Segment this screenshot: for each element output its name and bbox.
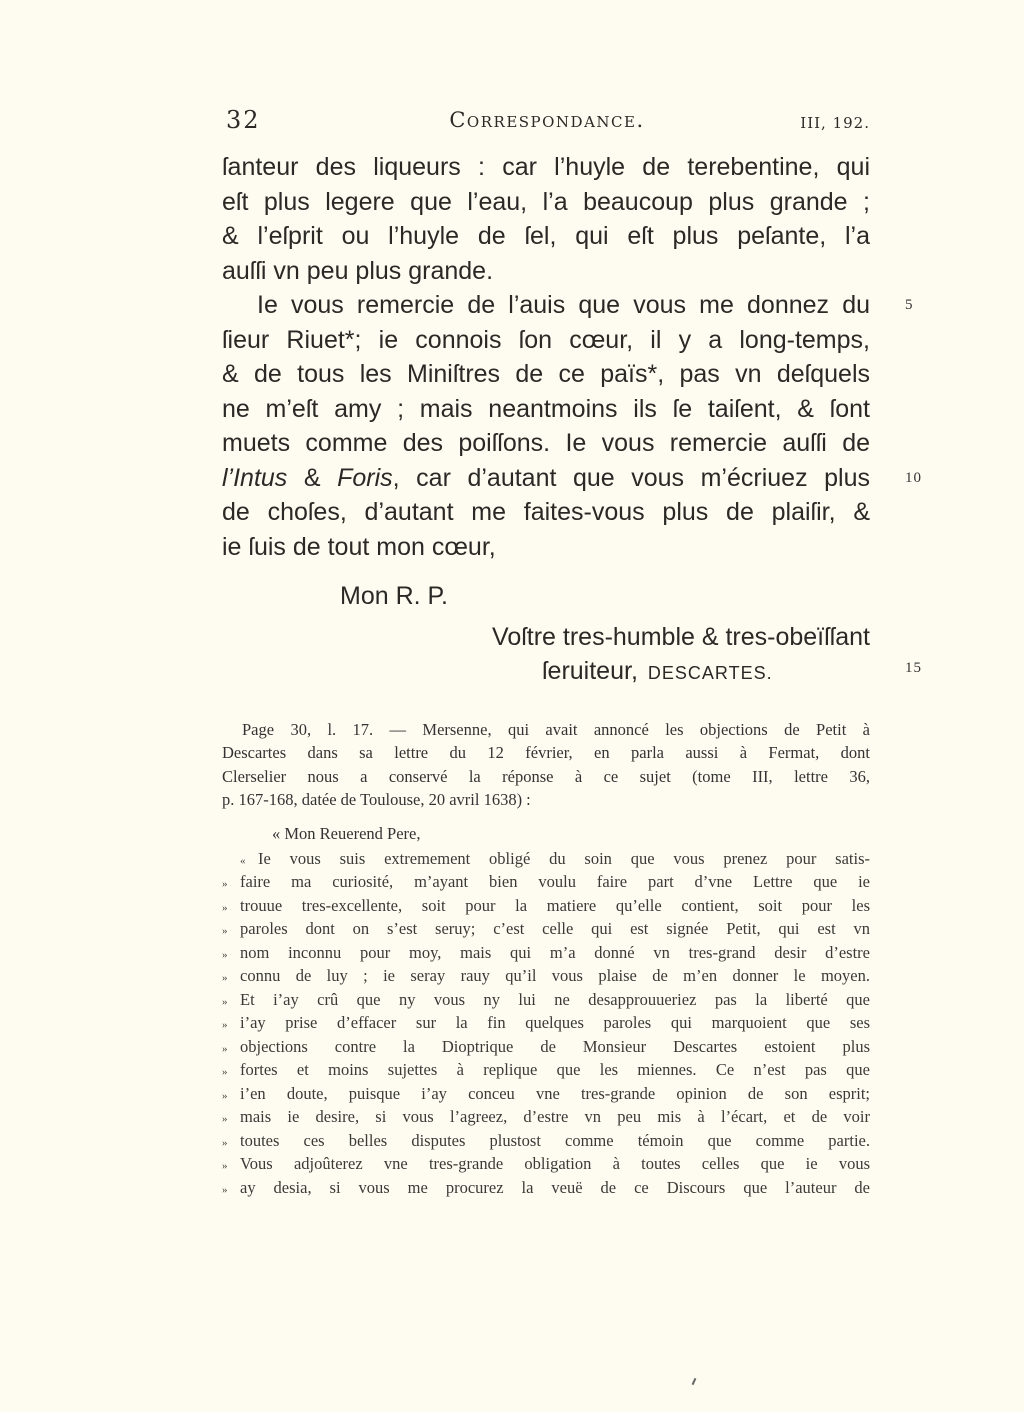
quote-mark: » xyxy=(222,948,228,961)
body-line: ſieur Riuet*; ie connois ſon cœur, il y a long-temps, xyxy=(222,325,870,354)
quote-opening: « Mon Reuerend Pere, xyxy=(272,823,421,843)
quote-text: toutes ces belles disputes plustost comme témoin que comme partie. xyxy=(240,1130,870,1150)
note-line: Descartes dans sa lettre du 12 février, en parla aussi à Fermat, dont xyxy=(222,743,870,763)
signature-servant: ſeruiteur, xyxy=(542,657,638,685)
quote-mark: » xyxy=(222,901,228,914)
quote-mark: » xyxy=(222,995,228,1008)
quote-mark: » xyxy=(222,1113,228,1126)
quote-mark: » xyxy=(222,1160,228,1173)
body-line: ne m’eſt amy ; mais neantmoins ils ſe taiſent, & ſont xyxy=(222,394,870,423)
quote-text: mais ie desire, si vous l’agreez, d’estre vn peu mis à l’écart, et de voir xyxy=(240,1107,870,1127)
quote-text: objections contre la Dioptrique de Monsieur Descartes estoient plus xyxy=(240,1036,870,1056)
running-head xyxy=(222,106,872,140)
paper-speck xyxy=(692,1378,697,1385)
body-line: Ie vous remercie de l’auis que vous me donnez du xyxy=(257,291,870,319)
quote-mark: » xyxy=(222,1089,228,1102)
running-title: Correspondance. xyxy=(449,108,645,132)
letter-reference: III, 192. xyxy=(800,114,870,132)
quote-mark: » xyxy=(222,925,228,938)
quote-text: Vous adjoûterez vne tres-grande obligation à toutes celles que ie vous xyxy=(240,1154,870,1174)
quote-mark: « xyxy=(240,854,246,867)
signature-name: DESCARTES. xyxy=(647,663,773,683)
quote-line xyxy=(222,1176,870,1200)
body-line: auſſi vn peu plus grande. xyxy=(222,256,494,285)
quote-mark: » xyxy=(222,1136,228,1149)
body-line: & de tous les Miniſtres de ce païs*, pas vn deſquels xyxy=(222,360,870,388)
quote-text: i’ay prise d’effacer sur la fin quelques paroles qui marquoient que ses xyxy=(240,1013,870,1033)
body-line: ie ſuis de tout mon cœur, xyxy=(222,532,496,561)
signature-line xyxy=(222,654,870,688)
page-number: 32 xyxy=(226,106,261,134)
quote-mark: » xyxy=(222,878,228,891)
quote-line xyxy=(222,1082,870,1106)
amp: & xyxy=(287,463,338,492)
body-line: ſanteur des liqueurs : car l’huyle de terebentine, qui xyxy=(222,153,870,181)
quote-mark: » xyxy=(222,1183,228,1196)
line-number-5: 5 xyxy=(905,297,914,313)
line-number-10: 10 xyxy=(905,470,922,486)
quote-line xyxy=(222,1152,870,1176)
quote-text: Ie vous suis extremement obligé du soin que vous prenez pour satis- xyxy=(258,848,870,868)
italic-title-foris: Foris xyxy=(337,463,393,492)
salutation: Mon R. P. xyxy=(340,582,448,610)
signature-closing: Voſtre tres-humble & tres-obeïſſant xyxy=(492,623,870,651)
quote-line xyxy=(222,847,870,871)
quote-text: ay desia, si vous me procurez la veuë de ce Discours que l’auteur de xyxy=(240,1177,870,1197)
quote-line xyxy=(222,870,870,894)
quote-text: nom inconnu pour moy, mais qui m’a donné vn tres-grand desir d’estre xyxy=(240,942,870,962)
quote-line xyxy=(222,941,870,965)
quote-mark: » xyxy=(222,1019,228,1032)
line-rest: , car d’autant que vous m’écriuez plus xyxy=(392,463,870,492)
quote-text: Et i’ay crû que ny vous ny lui ne desapprouueriez pas la liberté que xyxy=(240,989,870,1009)
body-line: muets comme des poiſſons. Ie vous remercie auſſi de xyxy=(222,429,870,457)
quote-line xyxy=(222,988,870,1012)
body-line: de choſes, d’autant me faites-vous plus de plaiſir, & xyxy=(222,498,870,526)
quote-mark: » xyxy=(222,972,228,985)
quote-line xyxy=(222,1058,870,1082)
quote-line xyxy=(222,1011,870,1035)
quote-line xyxy=(222,917,870,941)
quote-text: i’en doute, puisque i’ay conceu vne tres-grande opinion de son esprit; xyxy=(240,1083,870,1103)
quote-text: connu de luy ; ie seray rauy qu’il vous plaise de m’en donner le moyen. xyxy=(240,966,870,986)
quote-line xyxy=(222,964,870,988)
editorial-note xyxy=(222,718,870,1199)
quote-text: fortes et moins sujettes à replique que les miennes. Ce n’est pas que xyxy=(240,1060,870,1080)
line-number-15: 15 xyxy=(905,660,922,676)
quote-mark: » xyxy=(222,1066,228,1079)
quote-line xyxy=(222,1105,870,1129)
note-line: Page 30, l. 17. — Mersenne, qui avait annoncé les objections de Petit à xyxy=(242,720,870,739)
letter-body xyxy=(222,150,870,688)
italic-title-intus: l’Intus xyxy=(222,463,288,492)
quote-line xyxy=(222,1035,870,1059)
note-line: p. 167-168, datée de Toulouse, 20 avril 1638) : xyxy=(222,790,531,810)
quote-text: paroles dont on s’est seruy; c’est celle qui est signée Petit, qui est vn xyxy=(240,919,870,939)
quote-text: trouue tres-excellente, soit pour la matiere qu’elle contient, soit pour les xyxy=(240,895,870,915)
body-line-10 xyxy=(222,461,870,496)
quote-mark: » xyxy=(222,1042,228,1055)
quote-line xyxy=(222,1129,870,1153)
note-line: Clerselier nous a conservé la réponse à ce sujet (tome III, lettre 36, xyxy=(222,766,870,786)
quote-line xyxy=(222,894,870,918)
body-line: eſt plus legere que l’eau, l’a beaucoup plus grande ; xyxy=(222,187,870,216)
quote-text: faire ma curiosité, m’ayant bien voulu faire part d’vne Lettre que ie xyxy=(240,872,870,892)
body-line: & l’eſprit ou l’huyle de ſel, qui eſt plus peſante, l’a xyxy=(222,222,870,250)
